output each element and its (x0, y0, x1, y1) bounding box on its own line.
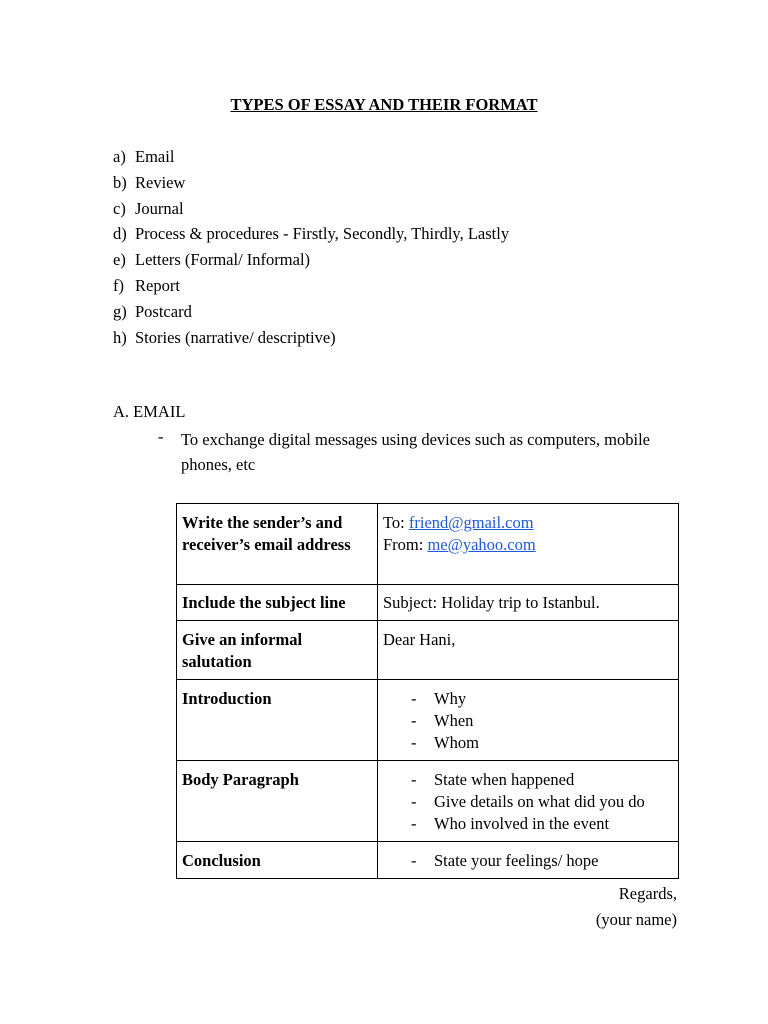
list-item: a) Email (113, 147, 175, 166)
list-item: - Whom (411, 732, 673, 754)
list-item: c) Journal (113, 198, 184, 218)
table-row (177, 680, 679, 761)
address-cell: To: friend@gmail.com From: me@yahoo.com (378, 504, 679, 585)
from-email-link[interactable]: me@yahoo.com (427, 535, 536, 554)
row-label: Include the subject line (177, 585, 378, 621)
table-row (177, 621, 679, 680)
row-label: Introduction (177, 680, 378, 761)
list-item: e) Letters (Formal/ Informal) (113, 250, 311, 270)
body-paragraph-cell (378, 761, 679, 842)
conclusion-cell (378, 842, 679, 879)
table-row (177, 842, 679, 879)
list-item: h) Stories (narrative/ descriptive) (113, 327, 336, 347)
list-item: - Who involved in the event (411, 813, 673, 835)
row-label: Conclusion (177, 842, 378, 879)
list-item: f) Report (113, 275, 180, 295)
introduction-points (383, 688, 673, 754)
list-item: - State your feelings/ hope (411, 850, 673, 872)
list-item: b) Review (113, 172, 186, 192)
section-heading-email: A. EMAIL (113, 402, 186, 421)
row-label: Give an informal salutation (177, 621, 378, 680)
bullet-dash: - (158, 427, 164, 446)
email-definition-text: To exchange digital messages using devices such as computers, mobile phones, etc (181, 430, 650, 474)
closing-name: (your name) (595, 910, 677, 929)
salutation-cell: Dear Hani, (378, 621, 679, 680)
closing-regards: Regards, (618, 884, 677, 903)
list-item: - State when happened (411, 769, 673, 791)
list-item: - Why (411, 688, 673, 710)
conclusion-points (383, 850, 673, 872)
list-item: - When (411, 710, 673, 732)
list-item: d) Process & procedures - Firstly, Secondly, Thirdly, Lastly (113, 224, 510, 244)
list-item: - Give details on what did you do (411, 791, 673, 813)
table-row (177, 761, 679, 842)
email-format-table (176, 503, 679, 879)
subject-cell: Subject: Holiday trip to Istanbul. (378, 585, 679, 621)
introduction-cell (378, 680, 679, 761)
list-item: g) Postcard (113, 301, 192, 321)
to-email-link[interactable]: friend@gmail.com (408, 513, 534, 532)
body-points (383, 769, 673, 835)
page-title: TYPES OF ESSAY AND THEIR FORMAT (230, 95, 538, 114)
table-row (177, 585, 679, 621)
essay-types-list (113, 146, 509, 352)
row-label: Write the sender’s and receiver’s email address (177, 504, 378, 585)
row-label: Body Paragraph (177, 761, 378, 842)
table-row (177, 504, 679, 585)
